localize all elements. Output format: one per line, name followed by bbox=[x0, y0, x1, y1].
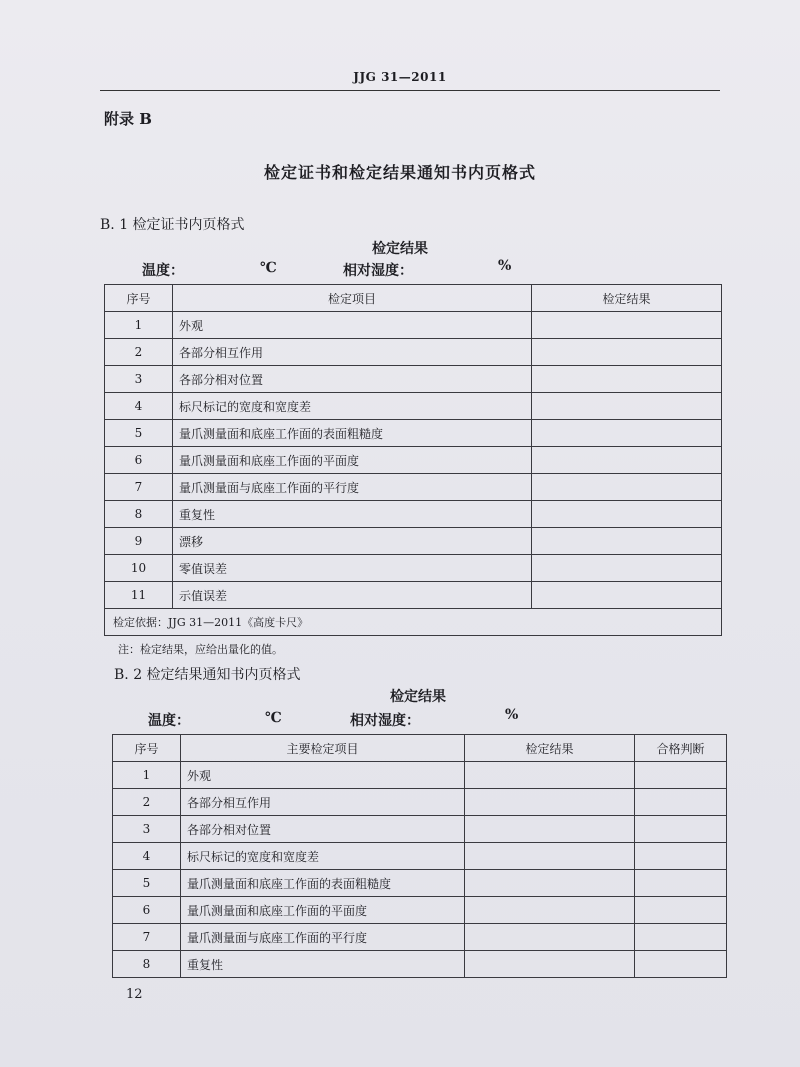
row-item: 漂移 bbox=[173, 528, 532, 555]
result-cell[interactable] bbox=[532, 339, 722, 366]
judgement-cell[interactable] bbox=[635, 816, 727, 843]
judgement-cell[interactable] bbox=[635, 762, 727, 789]
row-number: 4 bbox=[113, 843, 181, 870]
judgement-cell[interactable] bbox=[635, 870, 727, 897]
row-number: 11 bbox=[105, 582, 173, 609]
section-b1-subtitle: 检定结果 bbox=[372, 241, 428, 257]
result-cell[interactable] bbox=[465, 951, 635, 978]
table-row bbox=[105, 393, 722, 420]
row-number: 5 bbox=[113, 870, 181, 897]
judgement-cell[interactable] bbox=[635, 897, 727, 924]
result-cell[interactable] bbox=[532, 501, 722, 528]
b1-temp-label: 温度： bbox=[142, 263, 184, 279]
table-row bbox=[105, 366, 722, 393]
row-item: 量爪测量面与底座工作面的平行度 bbox=[173, 474, 532, 501]
table-row bbox=[113, 924, 727, 951]
result-cell[interactable] bbox=[465, 762, 635, 789]
section-b2-heading: B. 2 检定结果通知书内页格式 bbox=[114, 667, 301, 683]
result-cell[interactable] bbox=[532, 447, 722, 474]
b1-results-table bbox=[104, 284, 722, 636]
page-title: 检定证书和检定结果通知书内页格式 bbox=[263, 163, 536, 182]
judgement-cell[interactable] bbox=[635, 924, 727, 951]
header-rule bbox=[100, 90, 720, 91]
result-cell[interactable] bbox=[465, 843, 635, 870]
table-row bbox=[105, 555, 722, 582]
table-row bbox=[113, 897, 727, 924]
table-row bbox=[105, 582, 722, 609]
row-item: 标尺标记的宽度和宽度差 bbox=[181, 843, 465, 870]
row-number: 2 bbox=[105, 339, 173, 366]
result-cell[interactable] bbox=[465, 816, 635, 843]
row-item: 外观 bbox=[181, 762, 465, 789]
result-cell[interactable] bbox=[465, 870, 635, 897]
row-item: 量爪测量面和底座工作面的平面度 bbox=[173, 447, 532, 474]
row-item: 外观 bbox=[173, 312, 532, 339]
col-header-result: 检定结果 bbox=[532, 285, 722, 312]
judgement-cell[interactable] bbox=[635, 951, 727, 978]
table-row bbox=[113, 816, 727, 843]
table-row bbox=[113, 762, 727, 789]
row-number: 5 bbox=[105, 420, 173, 447]
result-cell[interactable] bbox=[532, 420, 722, 447]
page-number: 12 bbox=[126, 987, 143, 1002]
row-item: 量爪测量面与底座工作面的平行度 bbox=[181, 924, 465, 951]
table-row bbox=[113, 870, 727, 897]
b1-humidity-unit: % bbox=[498, 258, 512, 274]
row-item: 量爪测量面和底座工作面的表面粗糙度 bbox=[181, 870, 465, 897]
col-header-seq: 序号 bbox=[105, 285, 173, 312]
row-number: 1 bbox=[105, 312, 173, 339]
table-row bbox=[113, 843, 727, 870]
b1-temp-unit: ℃ bbox=[260, 260, 277, 276]
judgement-cell[interactable] bbox=[635, 843, 727, 870]
row-number: 2 bbox=[113, 789, 181, 816]
table-row bbox=[105, 474, 722, 501]
row-item: 各部分相对位置 bbox=[181, 816, 465, 843]
row-number: 8 bbox=[105, 501, 173, 528]
result-cell[interactable] bbox=[532, 582, 722, 609]
table-row bbox=[105, 501, 722, 528]
table-row bbox=[105, 528, 722, 555]
result-cell[interactable] bbox=[532, 474, 722, 501]
verification-basis: 检定依据：JJG 31—2011《高度卡尺》 bbox=[105, 609, 722, 636]
b2-results-table bbox=[112, 734, 727, 978]
row-item: 各部分相对位置 bbox=[173, 366, 532, 393]
row-number: 10 bbox=[105, 555, 173, 582]
row-item: 零值误差 bbox=[173, 555, 532, 582]
col-header-judgement: 合格判断 bbox=[635, 735, 727, 762]
row-number: 7 bbox=[105, 474, 173, 501]
row-number: 8 bbox=[113, 951, 181, 978]
result-cell[interactable] bbox=[532, 528, 722, 555]
row-item: 重复性 bbox=[173, 501, 532, 528]
table-row bbox=[113, 789, 727, 816]
result-cell[interactable] bbox=[532, 393, 722, 420]
b2-humidity-unit: % bbox=[505, 707, 519, 723]
b2-temp-label: 温度： bbox=[148, 713, 190, 729]
result-cell[interactable] bbox=[465, 897, 635, 924]
result-cell[interactable] bbox=[465, 789, 635, 816]
result-cell[interactable] bbox=[532, 555, 722, 582]
section-b2-subtitle: 检定结果 bbox=[390, 689, 446, 705]
row-item: 标尺标记的宽度和宽度差 bbox=[173, 393, 532, 420]
table-row bbox=[105, 339, 722, 366]
col-header-result: 检定结果 bbox=[465, 735, 635, 762]
row-number: 3 bbox=[105, 366, 173, 393]
table-row bbox=[105, 420, 722, 447]
section-b1-heading: B. 1 检定证书内页格式 bbox=[100, 217, 245, 233]
row-number: 9 bbox=[105, 528, 173, 555]
b2-humidity-label: 相对湿度： bbox=[350, 713, 420, 729]
row-number: 6 bbox=[113, 897, 181, 924]
appendix-label: 附录 B bbox=[104, 110, 152, 128]
table-header-row bbox=[113, 735, 727, 762]
row-number: 1 bbox=[113, 762, 181, 789]
judgement-cell[interactable] bbox=[635, 789, 727, 816]
running-header: JJG 31—2011 bbox=[353, 70, 447, 84]
table-row bbox=[105, 312, 722, 339]
row-item: 重复性 bbox=[181, 951, 465, 978]
b1-note: 注：检定结果，应给出量化的值。 bbox=[118, 643, 283, 656]
row-item: 各部分相互作用 bbox=[181, 789, 465, 816]
row-item: 量爪测量面和底座工作面的平面度 bbox=[181, 897, 465, 924]
row-number: 6 bbox=[105, 447, 173, 474]
col-header-item: 检定项目 bbox=[173, 285, 532, 312]
col-header-seq: 序号 bbox=[113, 735, 181, 762]
result-cell[interactable] bbox=[465, 924, 635, 951]
row-number: 4 bbox=[105, 393, 173, 420]
row-number: 3 bbox=[113, 816, 181, 843]
result-cell[interactable] bbox=[532, 366, 722, 393]
row-item: 各部分相互作用 bbox=[173, 339, 532, 366]
col-header-main-item: 主要检定项目 bbox=[181, 735, 465, 762]
b1-humidity-label: 相对湿度： bbox=[343, 263, 413, 279]
table-row bbox=[105, 447, 722, 474]
row-number: 7 bbox=[113, 924, 181, 951]
table-footer-row bbox=[105, 609, 722, 636]
table-row bbox=[113, 951, 727, 978]
row-item: 量爪测量面和底座工作面的表面粗糙度 bbox=[173, 420, 532, 447]
b2-temp-unit: ℃ bbox=[265, 710, 282, 726]
result-cell[interactable] bbox=[532, 312, 722, 339]
row-item: 示值误差 bbox=[173, 582, 532, 609]
table-header-row bbox=[105, 285, 722, 312]
